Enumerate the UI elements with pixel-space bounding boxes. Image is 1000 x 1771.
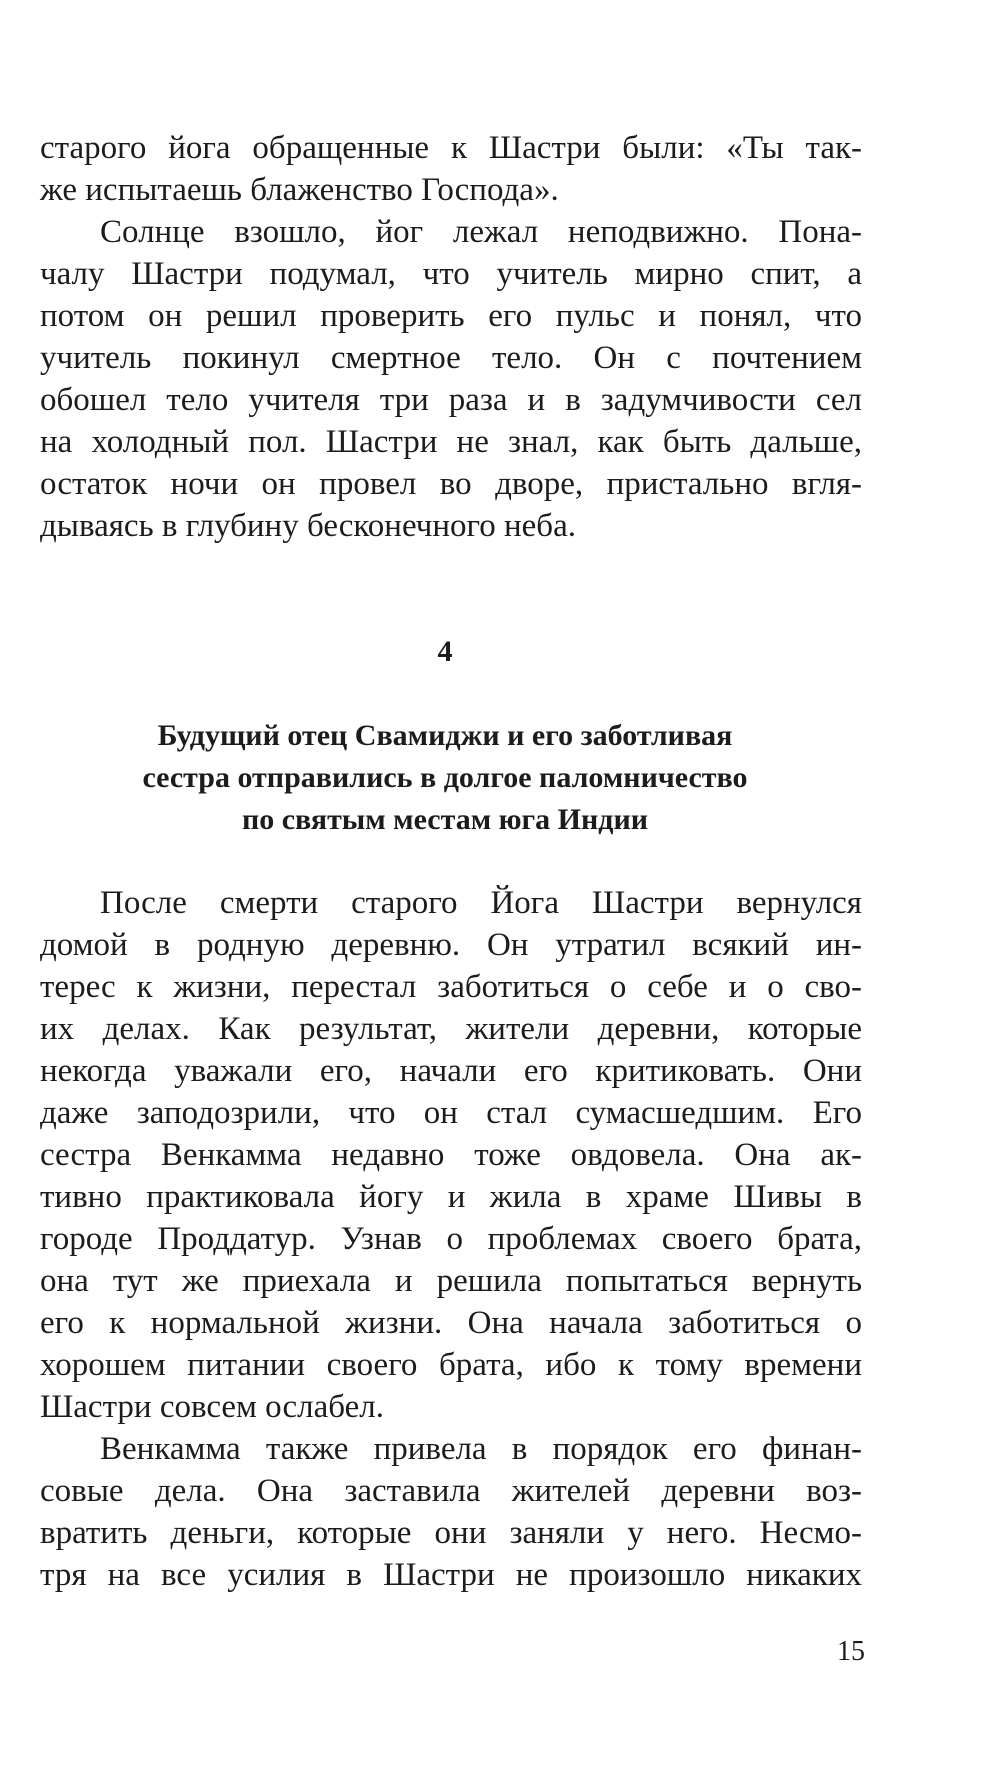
text-line: После смерти старого Йога Шастри вернулся [100, 885, 862, 921]
text-line: на холодный пол. Шастри не знал, как быть дальше, [40, 424, 862, 460]
text-line: Шастри совсем ослабел. [40, 1389, 384, 1425]
text-line: обошел тело учителя три раза и в задумчивости сел [40, 382, 862, 418]
text-line: остаток ночи он провел во дворе, пристально вгля- [40, 466, 862, 502]
text-line: домой в родную деревню. Он утратил всякий ин- [40, 927, 862, 963]
text-line: вратить деньги, которые они заняли у него. Несмо- [40, 1515, 862, 1551]
chapter-title-line: Будущий отец Свамиджи и его заботливая [157, 719, 733, 752]
chapter-title-line: по святым местам юга Индии [241, 803, 649, 836]
text-line: дываясь в глубину бесконечного неба. [40, 508, 576, 544]
text-line: городе Проддатур. Узнав о проблемах своего брата, [40, 1221, 862, 1257]
text-line: чалу Шастри подумал, что учитель мирно спит, а [40, 256, 862, 292]
text-line: его к нормальной жизни. Она начала заботиться о [40, 1305, 862, 1341]
text-line: сестра Венкамма недавно тоже овдовела. Она ак- [40, 1137, 862, 1173]
text-line: даже заподозрили, что он стал сумасшедшим. Его [40, 1095, 862, 1131]
text-line: тивно практиковала йогу и жила в храме Шивы в [40, 1179, 862, 1215]
page-number: 15 [837, 1636, 865, 1667]
text-line: потом он решил проверить его пульс и понял, что [40, 298, 862, 334]
text-line: хорошем питании своего брата, ибо к тому времени [40, 1347, 862, 1383]
text-line: терес к жизни, перестал заботиться о себе и о сво- [40, 969, 862, 1005]
chapter-title-line: сестра отправились в долгое паломничество [142, 761, 748, 794]
text-line: тря на все усилия в Шастри не произошло никаких [40, 1557, 862, 1593]
text-line: некогда уважали его, начали его критиковать. Они [40, 1053, 862, 1089]
text-line: совые дела. Она заставила жителей деревни воз- [40, 1473, 862, 1509]
text-line: Венкамма также привела в порядок его финан- [100, 1431, 862, 1467]
text-line: учитель покинул смертное тело. Он с почтением [40, 340, 862, 376]
text-line: Солнце взошло, йог лежал неподвижно. Пона- [100, 214, 862, 250]
text-line: же испытаешь блаженство Господа». [40, 172, 559, 208]
text-line: их делах. Как результат, жители деревни, которые [40, 1011, 862, 1047]
text-line: старого йога обращенные к Шастри были: «Ты так- [40, 130, 862, 166]
chapter-number: 4 [437, 635, 453, 668]
text-line: она тут же приехала и решила попытаться вернуть [40, 1263, 862, 1299]
